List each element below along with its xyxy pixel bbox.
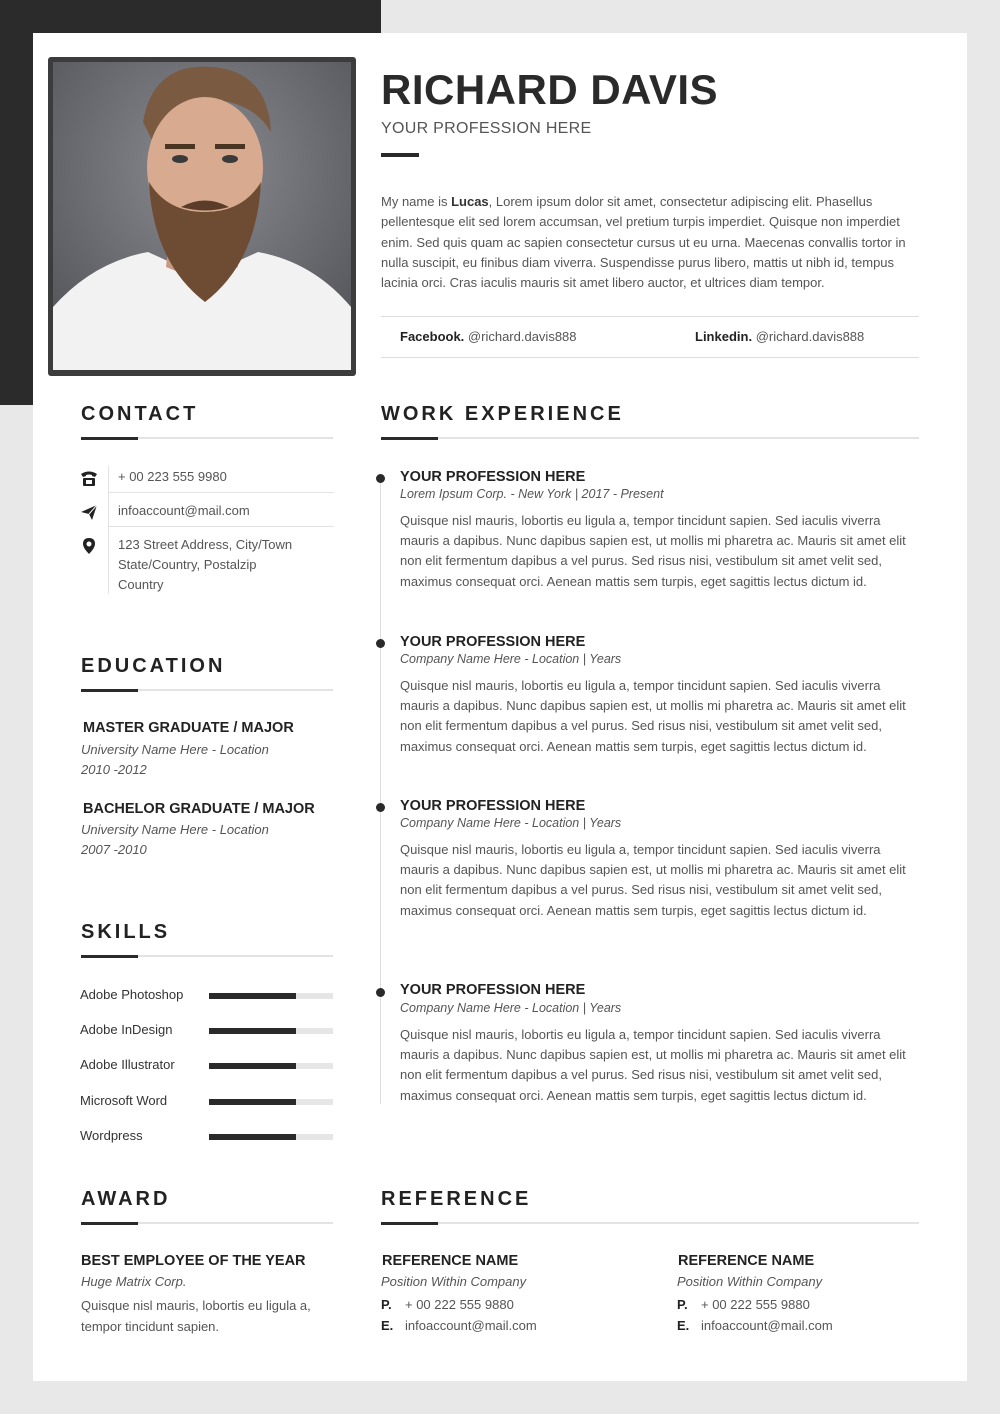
job-description: Quisque nisl mauris, lobortis eu ligula a, tempor tincidunt sapien. Sed iaculis viverra mauris a dapibus. Nunc dapibus sapien est, ut mollis mi pharetra ac. Mauris sit amet elit non elit fermentum dapibus a vel purus. Sed risus nisi, vestibulum sit amet velit sed, maximus consequat orci. Aenean mattis sem turpis, eget sagittis lectus dictum id. bbox=[400, 678, 906, 754]
contact-address bbox=[80, 535, 334, 597]
education-degree: MASTER GRADUATE / MAJOR bbox=[83, 720, 294, 736]
profile-photo bbox=[53, 62, 351, 370]
reference-accent bbox=[381, 1222, 438, 1225]
address-line: State/Country, Postalzip bbox=[118, 557, 257, 572]
education-years: 2010 -2012 bbox=[81, 762, 147, 777]
contact-vertical-divider bbox=[108, 466, 109, 594]
facebook-label: Facebook. bbox=[400, 329, 465, 344]
linkedin-handle: @richard.davis888 bbox=[755, 329, 865, 344]
skill-name: Adobe InDesign bbox=[80, 1022, 173, 1037]
skill-bar-fill bbox=[209, 1028, 296, 1034]
contact-phone bbox=[80, 467, 334, 491]
job-company: Company Name Here - Location | Years bbox=[400, 1001, 622, 1015]
map-pin-icon bbox=[80, 537, 98, 555]
job-company: Company Name Here - Location | Years bbox=[400, 816, 622, 830]
intro-name: Lucas bbox=[451, 194, 489, 209]
timeline-dot bbox=[376, 988, 385, 997]
work-accent bbox=[381, 437, 438, 440]
education-heading: EDUCATION bbox=[81, 655, 226, 677]
skill-bar bbox=[209, 1099, 333, 1105]
job-title: YOUR PROFESSION HERE bbox=[400, 798, 586, 814]
reference-name: REFERENCE NAME bbox=[678, 1253, 815, 1269]
skill-bar-fill bbox=[209, 1099, 296, 1105]
phone-label: P. bbox=[677, 1297, 688, 1312]
award-name: BEST EMPLOYEE OF THE YEAR bbox=[81, 1253, 306, 1269]
contact-divider bbox=[108, 526, 334, 527]
candidate-name: RICHARD DAVIS bbox=[381, 66, 719, 113]
contact-accent bbox=[81, 437, 138, 440]
skill-bar-fill bbox=[209, 993, 296, 999]
skill-bar-fill bbox=[209, 1063, 296, 1069]
reference-email bbox=[677, 1318, 833, 1333]
reference-position: Position Within Company bbox=[677, 1274, 823, 1289]
job-description: Quisque nisl mauris, lobortis eu ligula a, tempor tincidunt sapien. Sed iaculis viverra mauris a dapibus. Nunc dapibus sapien est, ut mollis mi pharetra ac. Mauris sit amet elit non elit fermentum dapibus a vel purus. Sed risus nisi, vestibulum sit amet velit sed, maximus consequat orci. Aenean mattis sem turpis, eget sagittis lectus dictum id. bbox=[400, 513, 906, 589]
work-timeline bbox=[380, 478, 381, 1104]
facebook-link[interactable] bbox=[400, 329, 577, 344]
email-label: E. bbox=[381, 1318, 394, 1333]
job-company: Company Name Here - Location | Years bbox=[400, 652, 622, 666]
contact-divider bbox=[108, 492, 334, 493]
award-accent bbox=[81, 1222, 138, 1225]
reference-phone bbox=[677, 1297, 810, 1312]
work-heading: WORK EXPERIENCE bbox=[381, 403, 624, 425]
skill-bar bbox=[209, 1028, 333, 1034]
reference-rule bbox=[381, 1222, 919, 1224]
skills-heading: SKILLS bbox=[81, 921, 171, 943]
reference-position: Position Within Company bbox=[381, 1274, 527, 1289]
award-heading: AWARD bbox=[81, 1188, 171, 1210]
education-accent bbox=[81, 689, 138, 692]
email-label: E. bbox=[677, 1318, 690, 1333]
intro-paragraph bbox=[381, 192, 916, 293]
phone-label: P. bbox=[381, 1297, 392, 1312]
social-links bbox=[381, 316, 919, 358]
job-description: Quisque nisl mauris, lobortis eu ligula a, tempor tincidunt sapien. Sed iaculis viverra mauris a dapibus. Nunc dapibus sapien est, ut mollis mi pharetra ac. Mauris sit amet elit non elit fermentum dapibus a vel purus. Sed risus nisi, vestibulum sit amet velit sed, maximus consequat orci. Aenean mattis sem turpis, eget sagittis lectus dictum id. bbox=[400, 842, 906, 918]
education-years: 2007 -2010 bbox=[81, 842, 147, 857]
reference-email-value[interactable]: infoaccount@mail.com bbox=[701, 1318, 833, 1333]
skill-name: Microsoft Word bbox=[80, 1093, 168, 1108]
reference-name: REFERENCE NAME bbox=[382, 1253, 519, 1269]
linkedin-link[interactable] bbox=[695, 329, 864, 344]
intro-prefix: My name is bbox=[381, 194, 452, 209]
skills-accent bbox=[81, 955, 138, 958]
reference-email-value[interactable]: infoaccount@mail.com bbox=[405, 1318, 537, 1333]
timeline-dot bbox=[376, 474, 385, 483]
reference-phone-value: + 00 222 555 9880 bbox=[701, 1297, 810, 1312]
job-company: Lorem Ipsum Corp. - New York | 2017 - Present bbox=[400, 487, 664, 501]
linkedin-label: Linkedin. bbox=[695, 329, 753, 344]
title-accent-bar bbox=[381, 153, 419, 157]
job-description: Quisque nisl mauris, lobortis eu ligula a, tempor tincidunt sapien. Sed iaculis viverra mauris a dapibus. Nunc dapibus sapien est, ut mollis mi pharetra ac. Mauris sit amet elit non elit fermentum dapibus a vel purus. Sed risus nisi, vestibulum sit amet velit sed, maximus consequat orci. Aenean mattis sem turpis, eget sagittis lectus dictum id. bbox=[400, 1027, 906, 1103]
contact-email bbox=[80, 501, 334, 525]
email-text[interactable]: infoaccount@mail.com bbox=[118, 503, 250, 518]
address-line: 123 Street Address, City/Town bbox=[118, 537, 293, 552]
education-degree: BACHELOR GRADUATE / MAJOR bbox=[83, 801, 315, 817]
skill-bar bbox=[209, 1063, 333, 1069]
skill-name: Adobe Illustrator bbox=[80, 1057, 175, 1072]
skill-bar bbox=[209, 993, 333, 999]
candidate-profession: YOUR PROFESSION HERE bbox=[381, 120, 592, 137]
skill-name: Wordpress bbox=[80, 1128, 143, 1143]
reference-phone-value: + 00 222 555 9880 bbox=[405, 1297, 514, 1312]
reference-phone bbox=[381, 1297, 514, 1312]
timeline-dot bbox=[376, 803, 385, 812]
contact-heading: CONTACT bbox=[81, 403, 199, 425]
reference-email bbox=[381, 1318, 537, 1333]
award-description: Quisque nisl mauris, lobortis eu ligula a, tempor tincidunt sapien. bbox=[81, 1298, 311, 1334]
job-title: YOUR PROFESSION HERE bbox=[400, 634, 586, 650]
facebook-handle: @richard.davis888 bbox=[467, 329, 577, 344]
skill-name: Adobe Photoshop bbox=[80, 987, 184, 1002]
timeline-dot bbox=[376, 639, 385, 648]
paper-plane-icon bbox=[80, 503, 98, 521]
skill-bar-fill bbox=[209, 1134, 296, 1140]
education-school: University Name Here - Location bbox=[81, 742, 269, 757]
education-school: University Name Here - Location bbox=[81, 822, 269, 837]
work-rule bbox=[381, 437, 919, 439]
job-title: YOUR PROFESSION HERE bbox=[400, 469, 586, 485]
skill-bar bbox=[209, 1134, 333, 1140]
address-text bbox=[118, 535, 292, 595]
reference-heading: REFERENCE bbox=[381, 1188, 532, 1210]
address-line: Country bbox=[118, 577, 164, 592]
award-company: Huge Matrix Corp. bbox=[81, 1274, 187, 1289]
phone-icon bbox=[80, 469, 98, 487]
intro-body: , Lorem ipsum dolor sit amet, consectetur adipiscing elit. Phasellus pellentesque elit sed lorem accumsan, vel pretium turpis imperdiet. Quisque non imperdiet enim. Sed quis quam ac sapien consectetur cursus ut eu urna. Maecenas convallis tortor in nulla suscipit, eu finibus diam viverra. Suspendisse purus libero, mattis ut nibh id, tempus lacinia orci. Cras iaculis mauris sit amet libero auctor, et ultrices diam tempor. bbox=[381, 194, 906, 291]
job-title: YOUR PROFESSION HERE bbox=[400, 982, 586, 998]
phone-text: + 00 223 555 9980 bbox=[118, 469, 227, 484]
